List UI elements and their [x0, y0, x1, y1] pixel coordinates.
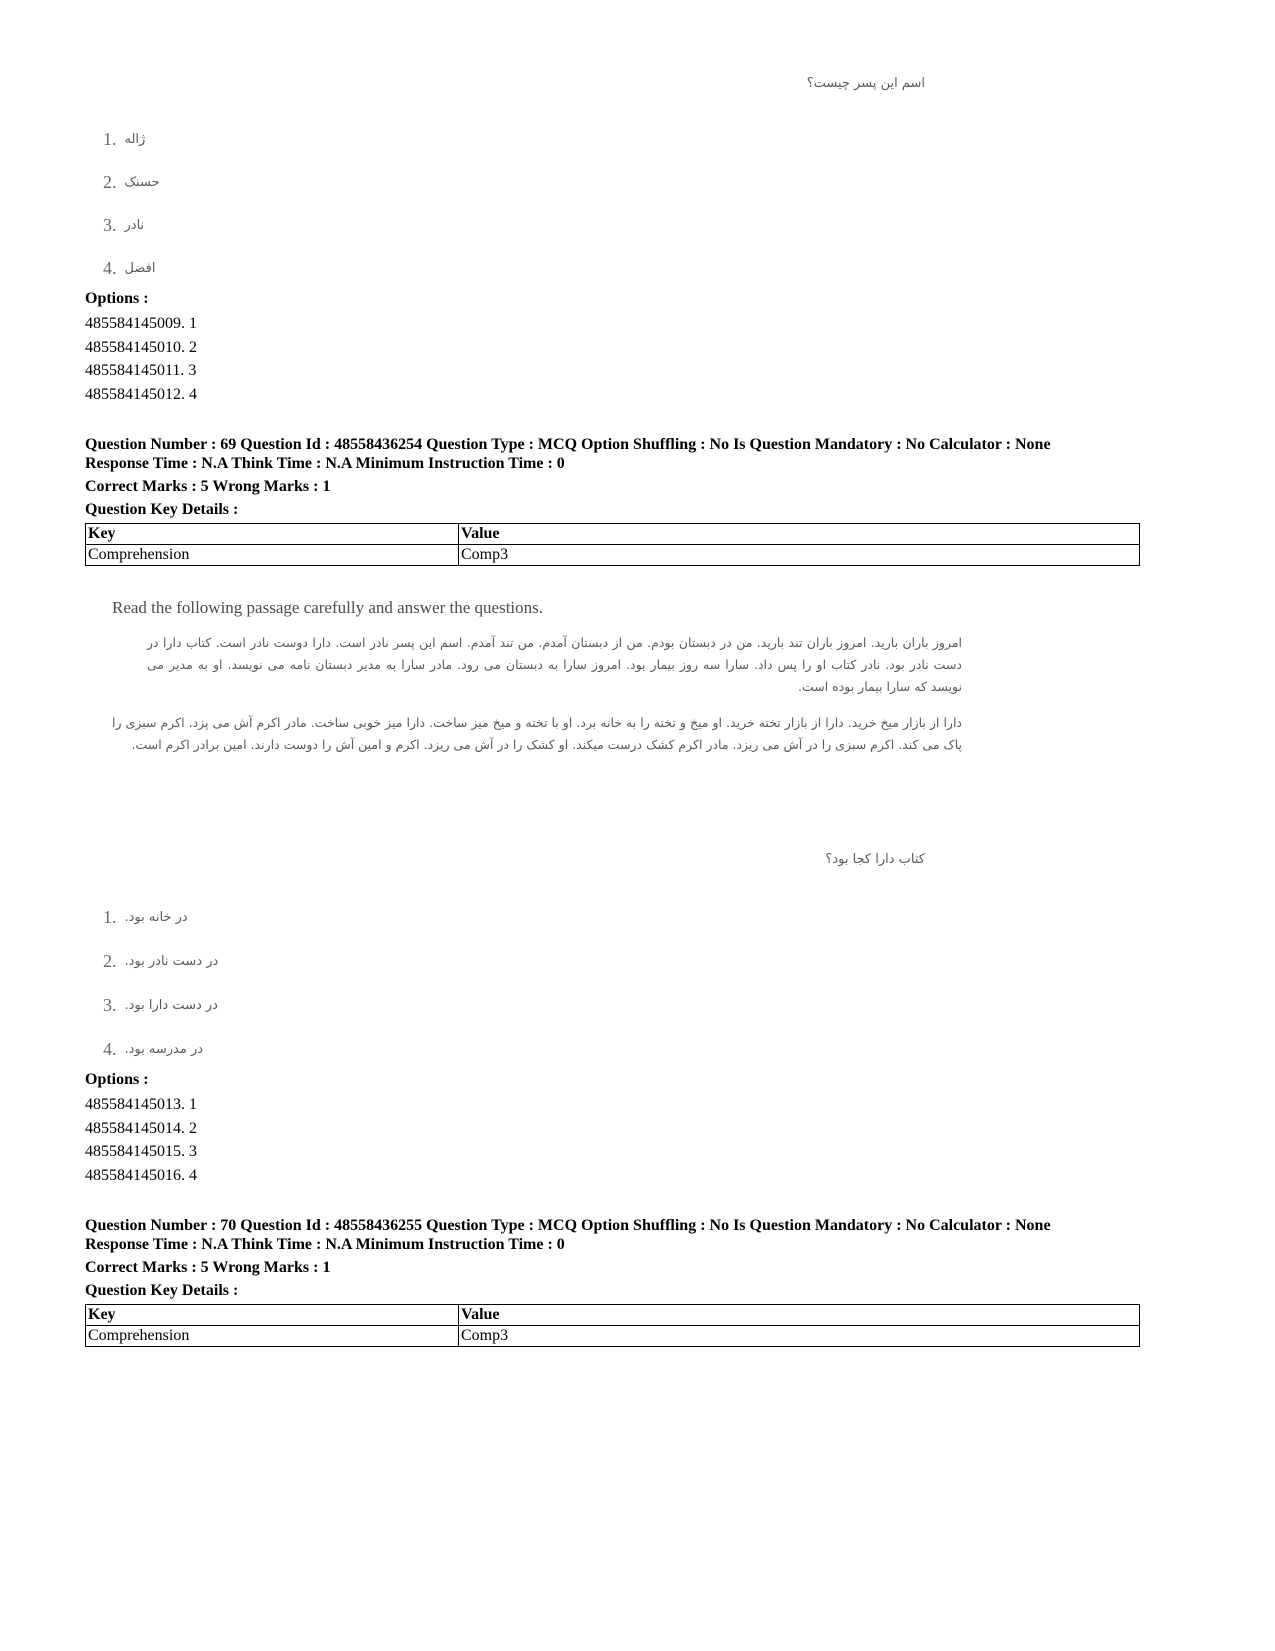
option-item: 485584145016. 4	[85, 1166, 197, 1184]
choice-text: نادر	[124, 218, 145, 233]
choice-number: 1.	[103, 129, 117, 149]
choice-item	[103, 247, 160, 290]
key-details-table-wrap	[85, 1304, 1140, 1347]
passage-paragraph: دارا از بازار میخ خرید. دارا از بازار تخته خرید. او میخ و تخته را به خانه برد. او با تخته و میخ میز ساخت. دارا میز خوبی ساخت. مادر اکرم آش می پزد. اکرم سبزی را پاک می کند. اکرم سبزی را در آش می ریزد. مادر اکرم کشک درست میکند. او کشک را در آش می ریزد. اکرم و امین آش را دوست دارند. امین برادر اکرم است.	[112, 715, 962, 752]
option-item: 485584145012. 4	[85, 385, 197, 403]
option-item: 485584145014. 2	[85, 1119, 197, 1137]
table-header-key: Key	[86, 524, 459, 545]
option-item: 485584145009. 1	[85, 315, 197, 332]
choice-item	[103, 161, 160, 204]
key-details-table	[85, 523, 1140, 566]
table-cell: Comprehension	[86, 1326, 459, 1347]
option-item: 485584145013. 1	[85, 1096, 197, 1113]
question-key-details-label: Question Key Details :	[85, 1282, 239, 1299]
choice-text: حسنک	[124, 175, 160, 190]
choice-text: در دست دارا بود.	[124, 997, 218, 1013]
choice-item	[103, 204, 160, 247]
options-list	[85, 312, 197, 406]
options-list	[85, 1093, 197, 1187]
question-meta-line: Question Number : 69 Question Id : 48558436254 Question Type : MCQ Option Shuffling : No Is Question Mandatory : No Calculator : None	[85, 436, 1051, 453]
table-header-row	[86, 524, 1140, 545]
option-item: 485584145011. 3	[85, 362, 197, 379]
question-stem-text: اسم این پسر چیست؟	[806, 76, 925, 91]
choice-number: 2.	[103, 172, 117, 192]
table-header-value: Value	[459, 524, 1140, 545]
table-header-row	[86, 1305, 1140, 1326]
choice-number: 3.	[103, 215, 117, 235]
choice-text: ژاله	[124, 132, 146, 147]
passage-paragraph: امروز باران بارید. امروز باران تند بارید. من در دبستان بودم. من از دبستان آمدم. من تند آمدم. اسم این پسر نادر است. دارا دوست نادر است. کتاب دارا در دست نادر بود. نادر کتاب او را پس داد. سارا سه روز بیمار بود. امروز سارا به دبستان می رود. مادر سارا به مدیر دبستان نامه می نویسد. او به مدیر می نویسد که سارا بیمار بوده است.	[147, 635, 962, 694]
choice-item	[103, 895, 218, 939]
question-timing-line: Response Time : N.A Think Time : N.A Minimum Instruction Time : 0	[85, 455, 565, 472]
question-stem-image	[505, 852, 925, 867]
table-cell: Comp3	[459, 1326, 1140, 1347]
choice-number: 4.	[103, 258, 117, 278]
options-label: Options :	[85, 1071, 149, 1088]
table-header-value: Value	[459, 1305, 1140, 1326]
question-meta-line: Question Number : 70 Question Id : 48558436255 Question Type : MCQ Option Shuffling : No Is Question Mandatory : No Calculator : None	[85, 1217, 1051, 1234]
table-cell: Comp3	[459, 545, 1140, 566]
key-details-table-wrap	[85, 523, 1140, 566]
question-key-details-label: Question Key Details :	[85, 501, 239, 518]
question-marks: Correct Marks : 5 Wrong Marks : 1	[85, 1259, 331, 1276]
table-header-key: Key	[86, 1305, 459, 1326]
choice-text: در خانه بود.	[124, 909, 188, 925]
question-timing-line: Response Time : N.A Think Time : N.A Minimum Instruction Time : 0	[85, 1236, 565, 1253]
choice-item	[103, 118, 160, 161]
choice-item	[103, 1027, 218, 1071]
choice-number: 3.	[103, 994, 117, 1015]
choice-number: 4.	[103, 1038, 117, 1059]
choice-text: در مدرسه بود.	[124, 1041, 204, 1057]
choice-text: افضل	[124, 261, 156, 276]
choice-item	[103, 939, 218, 983]
table-row	[86, 545, 1140, 566]
choice-item	[103, 983, 218, 1027]
question-stem-text: کتاب دارا کجا بود؟	[825, 852, 925, 867]
choice-number: 2.	[103, 950, 117, 971]
passage-image	[112, 598, 962, 756]
option-item: 485584145015. 3	[85, 1143, 197, 1160]
choice-list	[103, 895, 218, 1071]
choice-list	[103, 118, 160, 290]
question-stem-image	[505, 76, 925, 91]
option-item: 485584145010. 2	[85, 338, 197, 356]
passage-title: Read the following passage carefully and answer the questions.	[112, 598, 544, 617]
options-label: Options :	[85, 290, 149, 307]
choice-text: در دست نادر بود.	[124, 953, 219, 969]
question-marks: Correct Marks : 5 Wrong Marks : 1	[85, 478, 331, 495]
key-details-table	[85, 1304, 1140, 1347]
choice-number: 1.	[103, 906, 117, 927]
table-cell: Comprehension	[86, 545, 459, 566]
table-row	[86, 1326, 1140, 1347]
